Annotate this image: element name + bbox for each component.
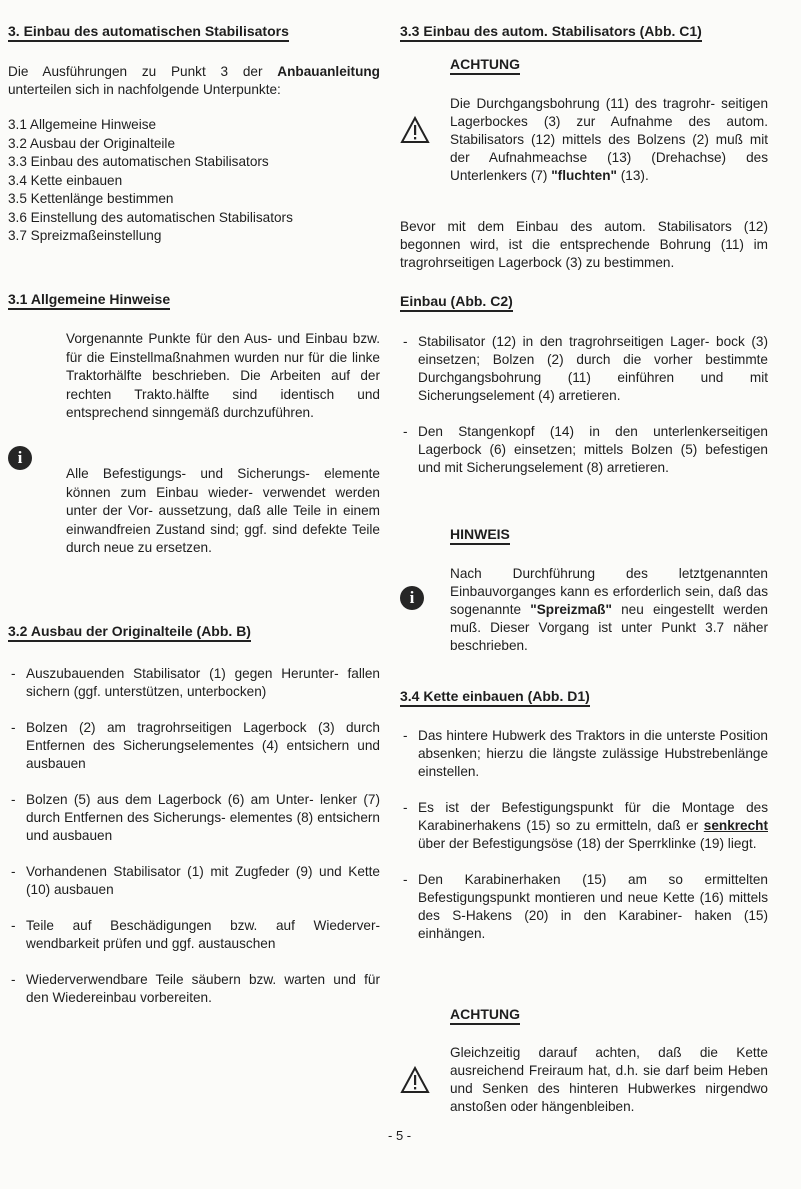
- list-item: - Vorhandenen Stabilisator (1) mit Zugfeder (9) und Kette (10) ausbauen: [8, 863, 380, 899]
- bore-determination-paragraph: Bevor mit dem Einbau des autom. Stabilisators (12) begonnen wird, ist die entsprechende Bohrung (11) im tragrohrseitigen Lagerbock (3) zu bestimmen.: [400, 219, 768, 270]
- list-item: - Den Karabinerhaken (15) am so ermittelten Befestigungspunkt montieren und neue Kette (16) mittels des S-Hakens (20) in den Karabiner- haken (15) einhängen.: [400, 871, 768, 943]
- installation-steps: [400, 333, 768, 477]
- toc-item: 3.7 Spreizmaßeinstellung: [8, 228, 162, 243]
- section-heading-3-1: 3.1 Allgemeine Hinweise: [8, 290, 170, 310]
- warning-label: ACHTUNG: [450, 56, 520, 75]
- warning-label: ACHTUNG: [450, 1006, 520, 1025]
- list-item: - Wiederverwendbare Teile säubern bzw. warten und für den Wiedereinbau vorbereiten.: [8, 971, 380, 1007]
- toc-list: [8, 116, 293, 246]
- toc-item: 3.6 Einstellung des automatischen Stabilisators: [8, 209, 293, 225]
- chain-clearance-warning-text: Gleichzeitig darauf achten, daß die Kette ausreichend Freiraum hat, d.h. sie darf beim Heben und Senken des hinteren Hubwerkes nirgendwo anstoßen oder hängenbleiben.: [450, 1045, 768, 1114]
- section-heading-3: 3. Einbau des automatischen Stabilisators: [8, 22, 289, 42]
- hint-label: HINWEIS: [450, 526, 510, 545]
- toc-item: 3.3 Einbau des automatischen Stabilisators: [8, 154, 269, 169]
- warning-triangle-icon: [400, 1066, 430, 1099]
- info-icon: i: [400, 586, 424, 610]
- list-item: - Teile auf Beschädigungen bzw. auf Wiederver- wendbarkeit prüfen und ggf. austauschen: [8, 917, 380, 953]
- toc-item: 3.5 Kettenlänge bestimmen: [8, 191, 174, 206]
- section-heading-3-4: 3.4 Kette einbauen (Abb. D1): [400, 687, 590, 707]
- list-item: - Bolzen (5) aus dem Lagerbock (6) am Unter- lenker (7) durch Entfernen des Sicherungs- elementes (8) entsichern und ausbauen: [8, 791, 380, 845]
- toc-item: 3.2 Ausbau der Originalteile: [8, 135, 176, 151]
- hint-text: Nach Durchführung des letztgenannten Einbauvorganges kann es erforderlich sein, daß das sogenannte "Spreizmaß" neu eingestellt werden muß. Dieser Vorgang ist unter Punkt 3.7 näher beschrieben.: [450, 566, 768, 653]
- list-item: - Das hintere Hubwerk des Traktors in die unterste Position absenken; hierzu die längste zulässige Hubstrebenlänge einstellen.: [400, 727, 768, 781]
- warning-triangle-icon: [400, 116, 430, 149]
- list-item: - Den Stangenkopf (14) in den unterlenkerseitigen Lagerbock (6) einsetzen; mittels Bolzen (5) befestigen und mit Sicherungselement (8) arretieren.: [400, 423, 768, 477]
- toc-item: 3.4 Kette einbauen: [8, 172, 123, 188]
- section-heading-3-3: 3.3 Einbau des autom. Stabilisators (Abb. C1): [400, 22, 702, 42]
- list-item: - Auszubauenden Stabilisator (1) gegen Herunter- fallen sichern (ggf. unterstützen, unterbocken): [8, 665, 380, 701]
- intro-paragraph: Die Ausführungen zu Punkt 3 der Anbauanleitung unterteilen sich in nachfolgende Unterpunkte:: [8, 64, 380, 97]
- chain-steps: [400, 727, 768, 943]
- section-heading-3-2: 3.2 Ausbau der Originalteile (Abb. B): [8, 622, 251, 642]
- section-heading-einbau: Einbau (Abb. C2): [400, 292, 513, 312]
- info-icon: i: [8, 446, 32, 470]
- reuse-parts-paragraph: Alle Befestigungs- und Sicherungs- elemente können zum Einbau wieder- verwendet werden unter der Vor- aussetzung, daß alle Teile in einem einwandfreien Zustand sind; ggf. sind defekte Teile durch neue zu ersetzen.: [66, 466, 380, 555]
- general-note-paragraph: Vorgenannte Punkte für den Aus- und Einbau bzw. für die Einstellmaßnahmen wurden nur für die linke Traktorhälfte beschrieben. Die Arbeiten auf der rechten Trakto.hälfte sind identisch und entsprechend sinngemäß durchzuführen.: [66, 331, 380, 420]
- list-item: - Stabilisator (12) in den tragrohrseitigen Lager- bock (3) einsetzen; Bolzen (2) durch die vorher bestimmte Durchgangsbohrung (11) einführen und mit Sicherungselement (4) arretieren.: [400, 333, 768, 405]
- list-item: - Bolzen (2) am tragrohrseitigen Lagerbock (3) durch Entfernen des Sicherungselementes (4) entsichern und ausbauen: [8, 719, 380, 773]
- list-item: - Es ist der Befestigungspunkt für die Montage des Karabinerhakens (15) so zu ermitteln, daß er senkrecht über der Befestigungsöse (18) der Sperrklinke (19) liegt.: [400, 799, 768, 853]
- alignment-warning-text: Die Durchgangsbohrung (11) des tragrohr- seitigen Lagerbockes (3) zur Aufnahme des autom. Stabilisators (12) mittels des Bolzens (2) muß mit der Aufnahmeachse (13) (Drehachse) des Unterlenkers (7) "fluchten" (13).: [450, 96, 768, 183]
- removal-steps: [8, 665, 380, 1007]
- page-number: - 5 -: [388, 1128, 412, 1143]
- toc-item: 3.1 Allgemeine Hinweise: [8, 117, 157, 132]
